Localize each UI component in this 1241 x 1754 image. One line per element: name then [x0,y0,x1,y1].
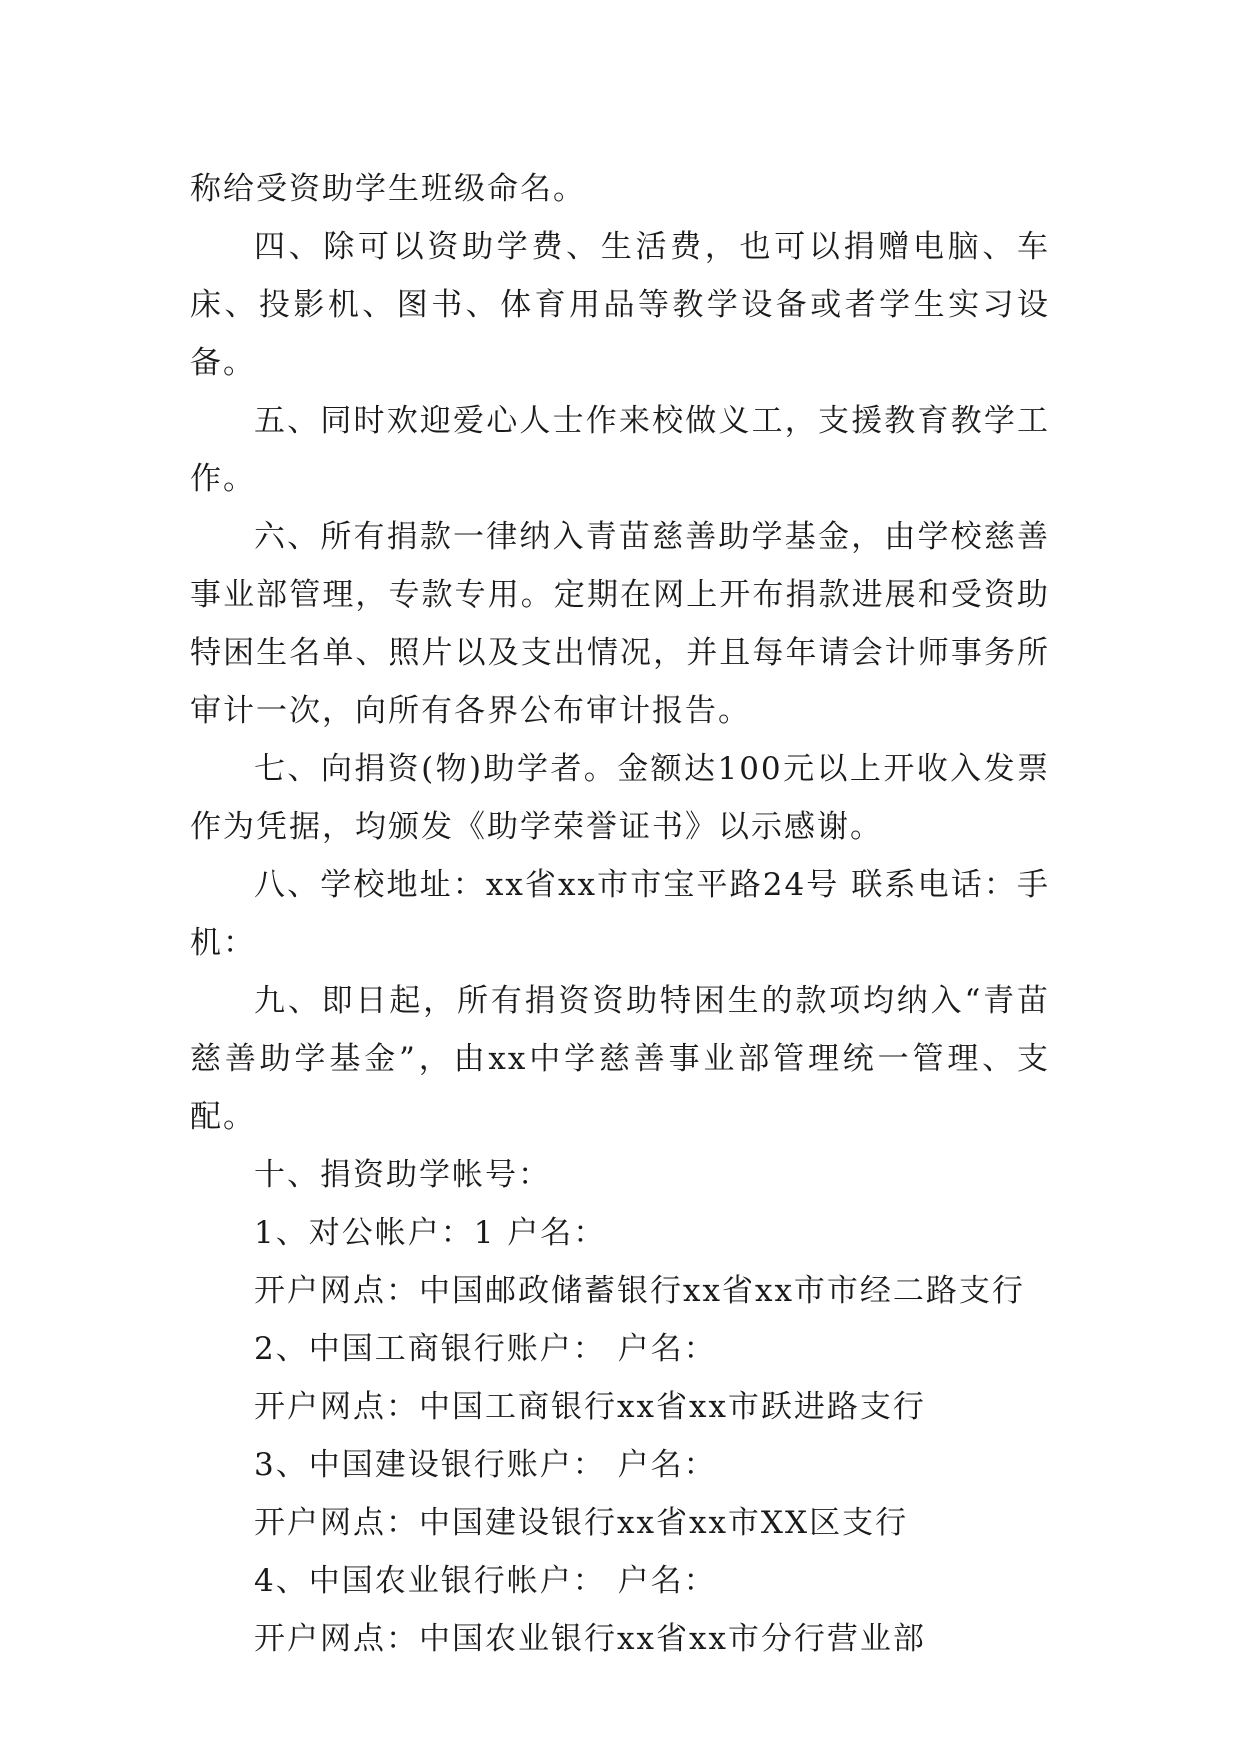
branch-line-1: 开户网点：中国邮政储蓄银行xx省xx市市经二路支行 [254,1273,1025,1309]
account-line-1: 1、对公帐户：1 户名： [254,1215,607,1251]
paragraph-intro-tail: 称给受资助学生班级命名。 [190,171,586,207]
account-line-2: 2、中国工商银行账户： 户名： [254,1331,717,1367]
document-body [190,160,1050,1668]
paragraph-item-8: 八、学校地址：xx省xx市市宝平路24号 联系电话：手机： [190,867,1050,961]
paragraph-item-4: 四、除可以资助学费、生活费，也可以捐赠电脑、车床、投影机、图书、体育用品等教学设备或者学生实习设备。 [190,229,1050,381]
branch-line-2: 开户网点：中国工商银行xx省xx市跃进路支行 [254,1389,926,1425]
paragraph-item-10: 十、捐资助学帐号： [254,1157,551,1193]
account-line-4: 4、中国农业银行帐户： 户名： [254,1563,717,1599]
branch-line-3: 开户网点：中国建设银行xx省xx市XX区支行 [254,1505,909,1541]
paragraph-item-7: 七、向捐资(物)助学者。金额达100元以上开收入发票作为凭据，均颁发《助学荣誉证书》以示感谢。 [190,751,1050,845]
paragraph-item-9: 九、即日起，所有捐资资助特困生的款项均纳入“青苗慈善助学基金”，由xx中学慈善事业部管理统一管理、支配。 [190,983,1050,1135]
paragraph-item-6: 六、所有捐款一律纳入青苗慈善助学基金，由学校慈善事业部管理，专款专用。定期在网上开布捐款进展和受资助特困生名单、照片以及支出情况，并且每年请会计师事务所审计一次，向所有各界公布审计报告。 [190,519,1050,729]
branch-line-4: 开户网点：中国农业银行xx省xx市分行营业部 [254,1621,926,1657]
account-line-3: 3、中国建设银行账户： 户名： [254,1447,717,1483]
paragraph-item-5: 五、同时欢迎爱心人士作来校做义工，支援教育教学工作。 [190,403,1050,497]
